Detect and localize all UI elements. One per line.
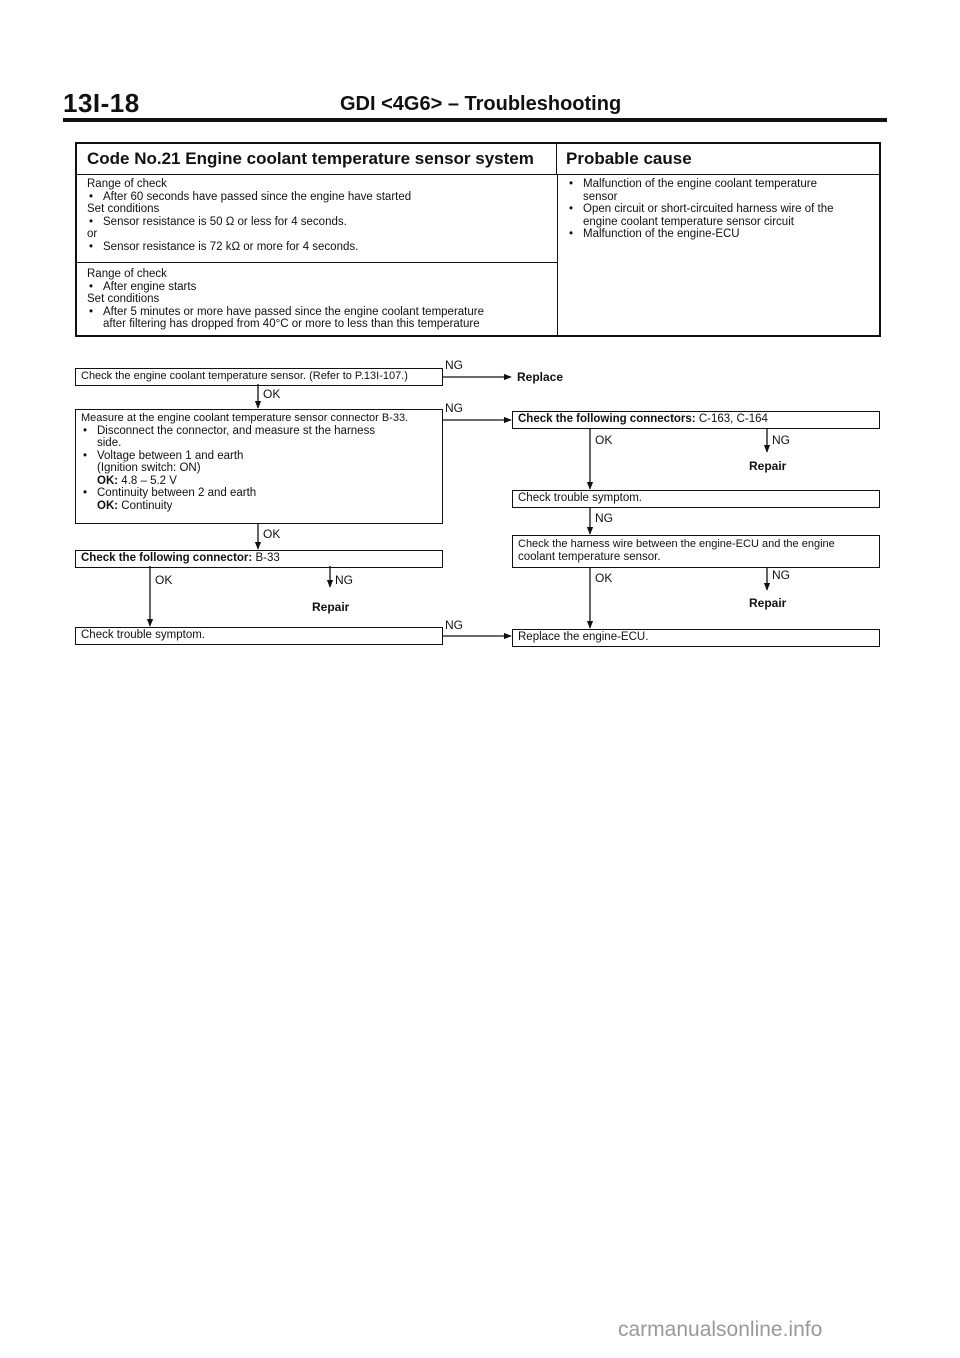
ng-label: NG bbox=[772, 433, 790, 447]
list-item: • After engine starts bbox=[89, 280, 197, 293]
ok-label: OK bbox=[595, 433, 613, 447]
ok-label: OK bbox=[155, 573, 173, 587]
repair-label: Repair bbox=[749, 459, 787, 473]
code-heading: Code No.21 Engine coolant temperature sensor system bbox=[77, 144, 557, 174]
check-trouble-symptom-box: Check trouble symptom. bbox=[75, 627, 443, 645]
ok-label: OK bbox=[595, 571, 613, 585]
repair-label: Repair bbox=[312, 600, 350, 614]
ok-label: OK bbox=[263, 527, 281, 541]
range-label: Range of check bbox=[87, 178, 167, 190]
check-connector-b33-box: Check the following connector: B-33 bbox=[75, 550, 443, 568]
ng-label: NG bbox=[445, 358, 463, 372]
check-trouble-symptom-box-2: Check trouble symptom. bbox=[512, 490, 880, 508]
list-item: • Malfunction of the engine coolant temperature bbox=[569, 178, 817, 190]
check-harness-wire-box: Check the harness wire between the engine-ECU and the engine coolant temperature sensor. bbox=[512, 535, 880, 568]
replace-engine-ecu-box: Replace the engine-ECU. bbox=[512, 629, 880, 647]
list-item-continuation: sensor bbox=[583, 190, 618, 203]
ok-label: OK bbox=[263, 387, 281, 401]
check-sensor-box: Check the engine coolant temperature sensor. (Refer to P.13I-107.) bbox=[75, 368, 443, 386]
or-text: or bbox=[87, 228, 98, 240]
set-conditions-label: Set conditions bbox=[87, 203, 160, 215]
range-label: Range of check bbox=[87, 268, 167, 280]
list-item: • After 60 seconds have passed since the engine have started bbox=[89, 190, 412, 203]
ng-label: NG bbox=[445, 401, 463, 415]
replace-label: Replace bbox=[517, 370, 564, 384]
list-item: • After 5 minutes or more have passed since the engine coolant temperature bbox=[89, 305, 484, 318]
ng-label: NG bbox=[335, 573, 353, 587]
page-title: GDI <4G6> – Troubleshooting bbox=[340, 93, 622, 115]
ng-label: NG bbox=[772, 568, 790, 582]
list-item: • Malfunction of the engine-ECU bbox=[569, 228, 740, 240]
list-item-continuation: after filtering has dropped from 40°C or more to less than this temperature bbox=[103, 318, 480, 330]
list-item-continuation: engine coolant temperature sensor circuit bbox=[583, 215, 794, 228]
watermark: carmanualsonline.info bbox=[618, 1318, 823, 1341]
probable-cause-heading: Probable cause bbox=[566, 149, 692, 168]
list-item: • Sensor resistance is 50 Ω or less for 4 seconds. bbox=[89, 215, 347, 228]
page-number: 13I-18 bbox=[63, 88, 140, 118]
measure-connector-box: Measure at the engine coolant temperature sensor connector B-33. • Disconnect the connector, and measure st the harness side. • Voltage between 1 and earth (Ignition switch: ON) OK: 4.8 – 5.2 V • Continuity between 2 and earth OK: Continuity bbox=[75, 409, 443, 524]
check-connectors-c163-c164-box: Check the following connectors: C-163, C-164 bbox=[512, 411, 880, 429]
repair-label: Repair bbox=[749, 596, 787, 610]
set-conditions-label: Set conditions bbox=[87, 293, 160, 305]
list-item: • Sensor resistance is 72 kΩ or more for 4 seconds. bbox=[89, 240, 359, 253]
ng-label: NG bbox=[445, 618, 463, 632]
list-item: • Open circuit or short-circuited harness wire of the bbox=[569, 203, 834, 215]
ng-label: NG bbox=[595, 511, 613, 525]
